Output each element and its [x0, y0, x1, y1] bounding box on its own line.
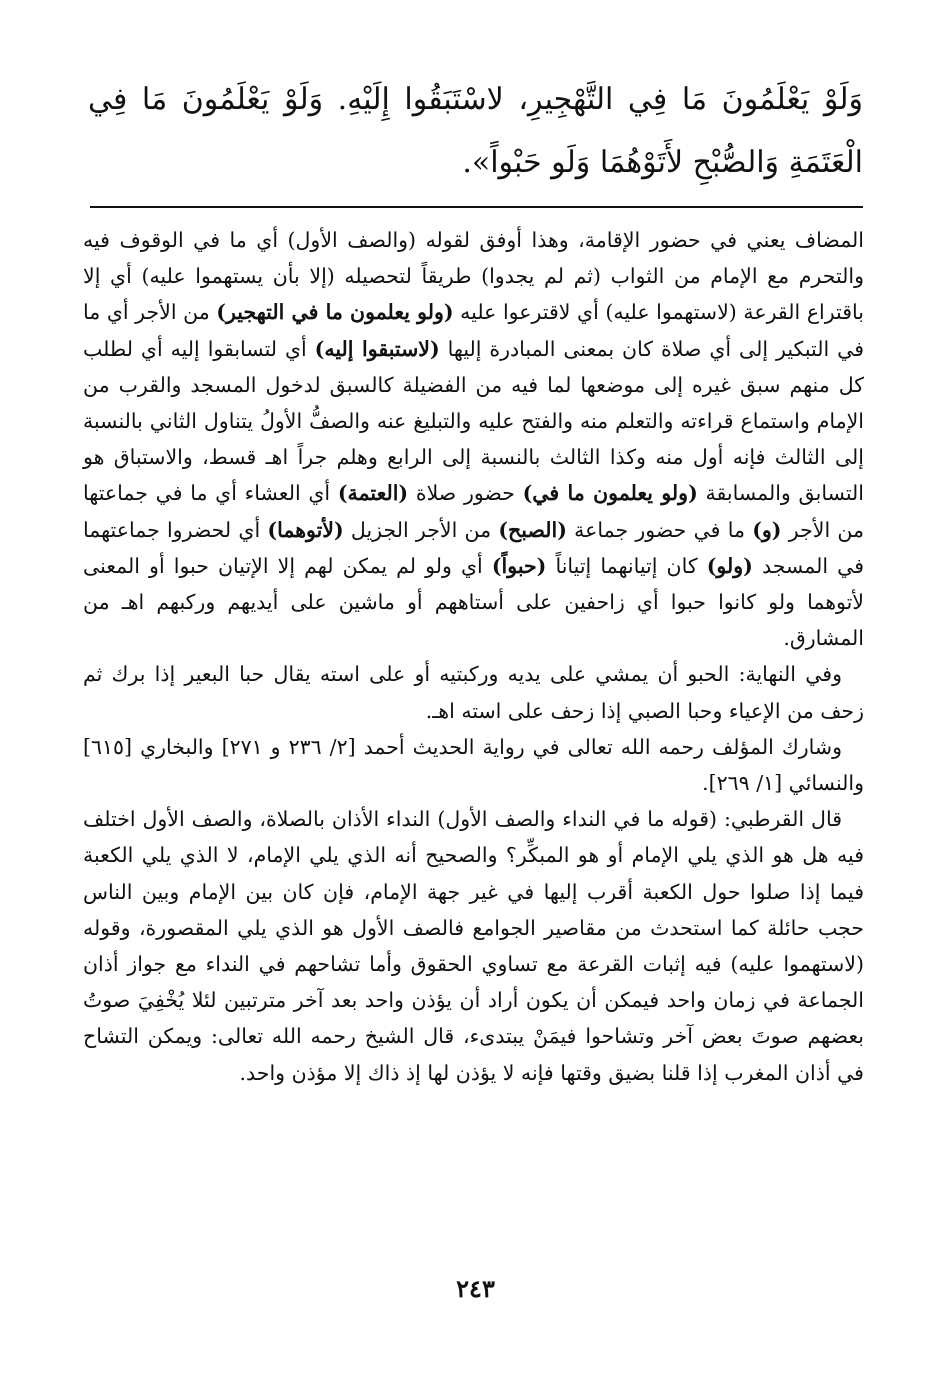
quoted-phrase: (ولو يعلمون ما في) — [522, 481, 698, 506]
quoted-phrase: (ولو يعلمون ما في التهجير) — [216, 300, 454, 325]
page-number: ٢٤٣ — [456, 1274, 495, 1303]
quoted-phrase: (لأتوهما) — [267, 517, 344, 542]
quoted-phrase: (الصبح) — [498, 517, 567, 542]
commentary-paragraph: قال القرطبي: (قوله ما في النداء والصف الأول) النداء الأذان بالصلاة، والصف الأول اختلف فيه هل هو الذي يلي الإمام أو هو المبكِّر؟ والصحيح أنه الذي يلي الإمام، لا الذي يلي الكعبة فيما إذا صلوا حول الكعبة أقرب إليها في غير جهة الإمام، فإن كان بين الإمام وبين الناس حجب حائلة كما استحدث من مقاصير الجوامع فالصف الأول هو الذي يلي المقصورة، وقوله (لاستهموا عليه) فيه إثبات القرعة مع تساوي الحقوق وأما تشاحهم في النداء مع جواز أذان الجماعة في زمان واحد فيمكن أن يكون أراد أن يؤذن واحد بعد آخر مترتبين لئلا يُخْفِيَ صوتُ بعضهم صوتَ بعض آخر وتشاحوا فيمَنْ يبتدىء، قال الشيخ رحمه الله تعالى: ويمكن التشاح في أذان المغرب إذا قلنا بضيق وقتها فإنه لا يؤذن لها إذ ذاك إلا مؤذن واحد. — [83, 807, 864, 1085]
quoted-phrase: (العتمة) — [337, 481, 409, 506]
quoted-phrase: (ولو) — [706, 553, 753, 578]
footnote-divider — [90, 206, 863, 208]
quoted-phrase: (و) — [752, 517, 782, 542]
commentary-body — [83, 222, 864, 1091]
commentary-paragraph: المضاف يعني في حضور الإقامة، وهذا أوفق لقوله (والصف الأول) أي ما في الوقوف فيه والتحرم مع الإمام من الثواب (ثم لم يجدوا) طريقاً لتحصيله (إلا بأن يستهموا عليه) أي إلا باقتراع القرعة (لاستهموا عليه) أي لاقترعوا عليه (ولو يعلمون ما في التهجير) من الأجر أي ما في التبكير إلى أي صلاة كان بمعنى المبادرة إليها (لاستبقوا إليه) أي لتسابقوا إليه أي لطلب كل منهم سبق غيره إلى موضعها لما فيه من الفضيلة كالسبق لدخول المسجد والقرب من الإمام واستماع قراءته والتعلم منه والفتح عليه والتبليغ عنه والصفُّ الأولُ يتناول الثاني بالنسبة إلى الثالث فإنه أول منه وكذا الثالث بالنسبة إلى الرابع وهلم جراً اهـ قسط، والاستباق هو التسابق والمسابقة (ولو يعلمون ما في) حضور صلاة (العتمة) أي العشاء أي ما في جماعتها من الأجر (و) ما في حضور جماعة (الصبح) من الأجر الجزيل (لأتوهما) أي لحضروا جماعتهما في المسجد (ولو) كان إتيانهما إتياناً (حبواً) أي ولو لم يمكن لهم إلا الإتيان حبوا أو المعنى لأتوهما ولو كانوا حبوا أي زاحفين على أستاههم أو ماشين على أيديهم وركبهم اهـ من المشارق. — [83, 228, 864, 651]
commentary-paragraph: وشارك المؤلف رحمه الله تعالى في رواية الحديث أحمد [٢/ ٢٣٦ و ٢٧١] والبخاري [٦١٥] والنسائي [١/ ٢٦٩]. — [83, 734, 864, 796]
quoted-phrase: (حبواً) — [491, 553, 547, 578]
hadith-text: وَلَوْ يَعْلَمُونَ مَا فِي التَّهْجِيرِ، لاسْتَبَقُوا إِلَيْهِ. وَلَوْ يَعْلَمُونَ مَا فِي الْعَتَمَةِ وَالصُّبْحِ لأَتَوْهُمَا وَلَو حَبْواً». — [88, 82, 863, 180]
quoted-phrase: (لاستبقوا إليه) — [314, 336, 440, 361]
commentary-paragraph: وفي النهاية: الحبو أن يمشي على يديه وركبتيه أو على استه يقال حبا البعير إذا برك ثم زحف من الإعياء وحبا الصبي إذا زحف على استه اهـ. — [83, 662, 864, 723]
